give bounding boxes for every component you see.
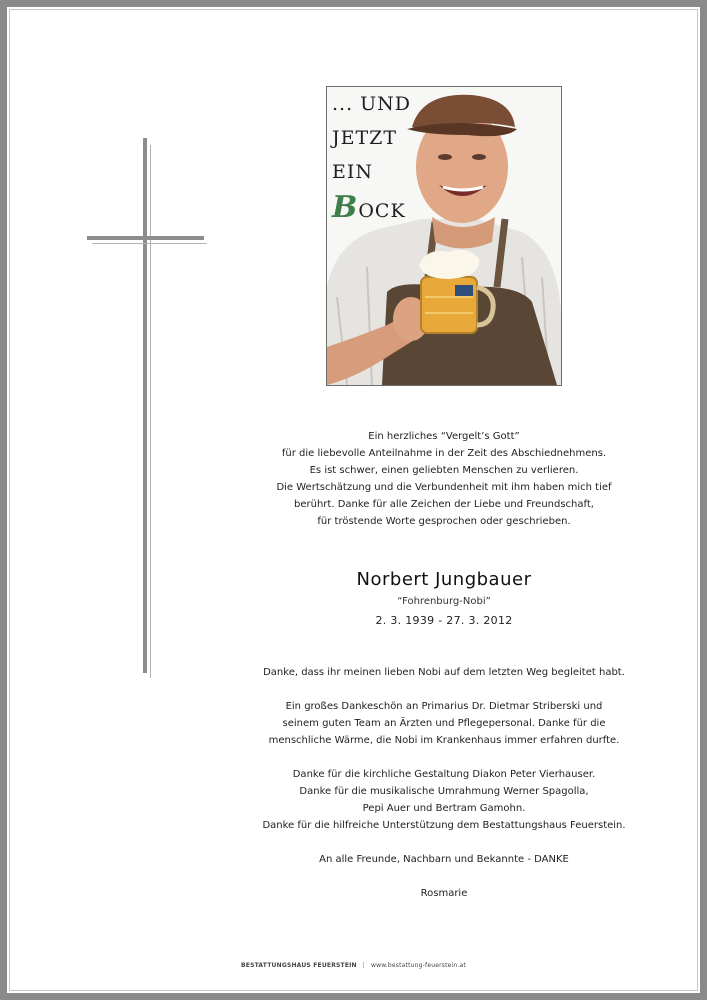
paragraph	[240, 698, 648, 749]
life-dates: 2. 3. 1939 - 27. 3. 2012	[375, 614, 513, 627]
caption-line-4	[332, 191, 406, 228]
bock-rest: OCK	[358, 200, 406, 222]
bock-initial-letter: B	[332, 190, 359, 225]
cross-horizontal-beam	[87, 236, 204, 240]
paragraph	[240, 766, 648, 834]
thanks-line: für tröstende Worte gesprochen oder geschrieben.	[317, 516, 571, 527]
caption-line-2: JETZT	[332, 127, 398, 149]
thanks-line: für die liebevolle Anteilnahme in der Zeit des Abschiednehmens.	[281, 448, 607, 459]
paragraph	[240, 664, 648, 681]
footer-website-link[interactable]: www.bestattung-feuerstein.at	[371, 962, 466, 969]
paragraph-line: Pepi Auer und Bertram Gamohn.	[362, 803, 526, 814]
deceased-nickname: “Fohrenburg-Nobi”	[397, 596, 491, 607]
deceased-name: Norbert Jungbauer	[356, 569, 532, 590]
cross-vertical-shadow	[150, 145, 151, 678]
thanks-line: Ein herzliches “Vergelt’s Gott”	[368, 431, 520, 442]
paragraph-line: Danke für die hilfreiche Unterstützung dem Bestattungshaus Feuerstein.	[262, 820, 626, 831]
footer	[0, 962, 707, 969]
caption-line-3: EIN	[332, 161, 373, 183]
thanks-line: Die Wertschätzung und die Verbundenheit mit ihm haben mich tief	[276, 482, 612, 493]
caption-line-1: ... UND	[332, 93, 412, 115]
paragraph-line: Danke für die kirchliche Gestaltung Diakon Peter Vierhauser.	[292, 769, 596, 780]
cross-horizontal-shadow	[92, 243, 207, 244]
paragraph	[240, 851, 648, 868]
cross-vertical-beam	[143, 138, 147, 673]
thanks-block	[240, 428, 648, 530]
portrait-photo	[326, 86, 562, 386]
acknowledgements	[240, 664, 648, 919]
paragraph-line: Ein großes Dankeschön an Primarius Dr. Dietmar Striberski und	[285, 701, 603, 712]
paragraph-line: seinem guten Team an Ärzten und Pflegepersonal. Danke für die	[282, 718, 606, 729]
paragraph-line: menschliche Wärme, die Nobi im Krankenhaus immer erfahren durfte.	[268, 735, 620, 746]
thanks-line: berührt. Danke für alle Zeichen der Liebe und Freundschaft,	[294, 499, 594, 510]
signature	[240, 885, 648, 902]
thanks-line: Es ist schwer, einen geliebten Menschen zu verlieren.	[309, 465, 579, 476]
footer-separator: |	[362, 962, 366, 969]
paragraph-line: Danke, dass ihr meinen lieben Nobi auf dem letzten Weg begleitet habt.	[263, 667, 625, 678]
signature-name: Rosmarie	[420, 888, 468, 899]
paragraph-line: An alle Freunde, Nachbarn und Bekannte - DANKE	[319, 854, 569, 865]
paragraph-line: Danke für die musikalische Umrahmung Werner Spagolla,	[299, 786, 589, 797]
footer-company: BESTATTUNGSHAUS FEUERSTEIN	[241, 962, 357, 969]
